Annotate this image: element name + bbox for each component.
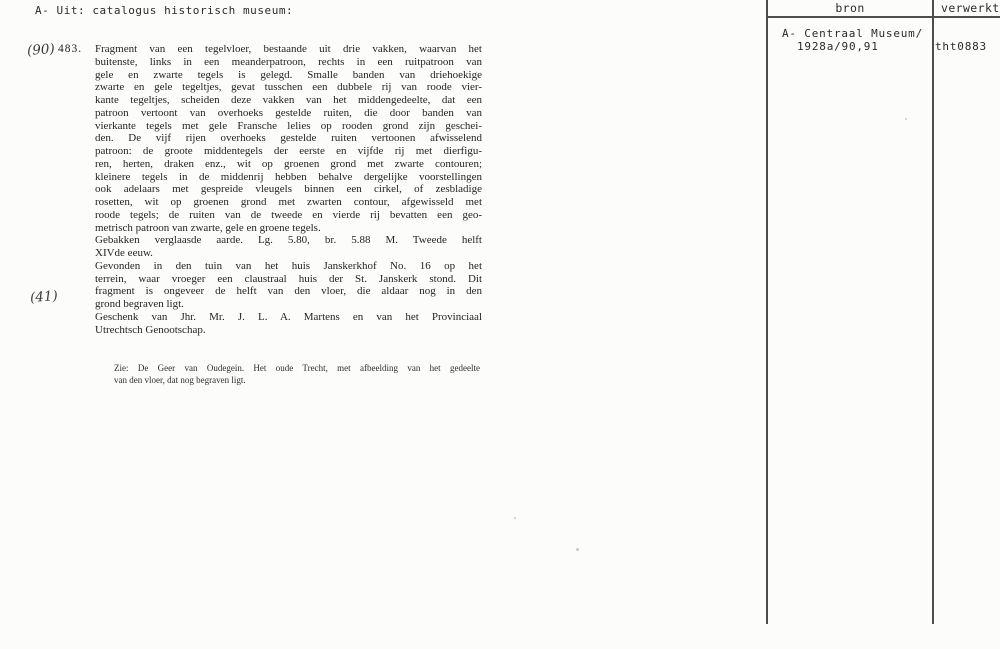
body-line: ren, herten, draken enz., wit op groenen grond met zwarte contouren;: [95, 157, 482, 170]
footnote-line: van den vloer, dat nog begraven ligt.: [114, 375, 246, 385]
body-line: Geschenk van Jhr. Mr. J. L. A. Martens en van het Provinciaal: [95, 310, 482, 323]
body-line: roode tegels; de ruiten van de tweede en vierde rij bevatten een geo-: [95, 208, 482, 221]
body-line: kleinere tegels in de middenrij hebben behalve dergelijke voorstellingen: [95, 170, 482, 183]
body-line: patroon vertoont van overhoeks gestelde ruiten, die door banden van: [95, 106, 482, 119]
body-line: rosetten, wit op groenen grond met zwarten contour, afgewisseld met: [95, 196, 482, 208]
body-line: Gebakken verglaasde aarde. Lg. 5.80, br. 5.88 M. Tweede helft: [95, 234, 482, 247]
bron-cell-line-2: 1928a/90,91: [797, 40, 879, 53]
column-header-verwerkt: verwerkt: [941, 1, 1000, 15]
body-line: metrisch patroon van zwarte, gele en groene tegels.: [95, 221, 321, 234]
body-line: gele en zwarte tegels is gelegd. Smalle banden van driehoekige: [95, 68, 482, 81]
header-note: A- Uit: catalogus historisch museum:: [35, 4, 294, 17]
body-line: grond begraven ligt.: [95, 298, 184, 310]
body-line: Fragment van een tegelvloer, bestaande uit drie vakken, waarvan het: [95, 43, 482, 55]
entry-footnote: [114, 362, 480, 386]
handwritten-mark-90: (90): [26, 41, 56, 59]
body-line: patroon: de groote middentegels der eerste en vijfde rij met dierfigu-: [95, 145, 482, 157]
body-line: Gevonden in den tuin van het huis Janskerkhof No. 16 op het: [95, 259, 482, 272]
scan-speckle: [514, 517, 516, 519]
body-line: buitenste, links in een meanderpatroon, rechts in een ruitpatroon van: [95, 55, 482, 68]
body-line: Utrechtsch Genootschap.: [95, 323, 206, 336]
verwerkt-cell: tht0883: [935, 40, 987, 53]
body-line: kante tegeltjes, scheiden deze vakken van het middengedeelte, dat een: [95, 94, 482, 106]
body-line: XIVde eeuw.: [95, 247, 153, 259]
footnote-line: Zie: De Geer van Oudegein. Het oude Trecht, met afbeelding van het gedeelte: [114, 363, 480, 373]
entry-number: 483.: [58, 43, 83, 55]
body-line: vierkante tegels met gele Fransche lelies op rooden grond zijn geschei-: [95, 119, 482, 132]
handwritten-mark-41: (41): [29, 288, 59, 306]
scan-speckle: [905, 118, 907, 120]
table-left-border: [766, 0, 768, 624]
body-line: ook adelaars met gespreide vleugels binnen een cirkel, of zesbladige: [95, 183, 482, 196]
scan-speckle: [576, 548, 579, 551]
column-header-bron: bron: [835, 1, 865, 15]
table-header-underline: [766, 16, 1000, 18]
entry-body-text: [95, 43, 482, 336]
bron-cell-line-1: A- Centraal Museum/: [782, 27, 924, 40]
body-line: terrein, waar vroeger een claustraal huis der St. Janskerk stond. Dit: [95, 272, 482, 285]
table-column-divider: [932, 0, 934, 624]
body-line: zwarte en gele tegeltjes, gevat tusschen een dubbele rij van roode vier-: [95, 81, 482, 94]
body-line: fragment is ongeveer de helft van den vloer, die aldaar nog in den: [95, 285, 482, 298]
body-line: den. De vijf rijen overhoeks gestelde ruiten vertoonen afwisselend: [95, 132, 482, 145]
